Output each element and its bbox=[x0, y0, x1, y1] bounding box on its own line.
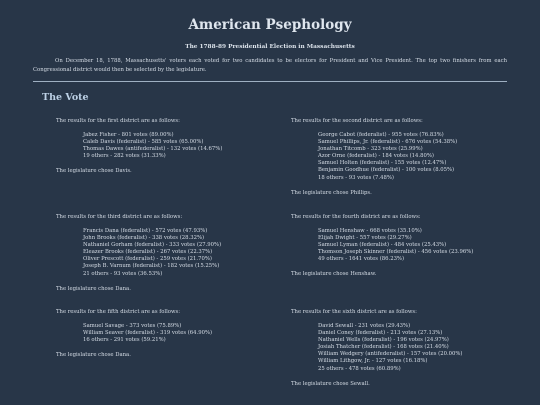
district-first bbox=[56, 118, 286, 175]
district-outcome: The legislature chose Phillips. bbox=[291, 189, 372, 196]
result-item: Jabez Fisher - 801 votes (89.00%) bbox=[83, 132, 174, 138]
result-item: Daniel Coney (federalist) - 213 votes (27.13%) bbox=[318, 330, 443, 337]
result-item: 18 others - 93 votes (7.48%) bbox=[318, 174, 394, 181]
result-item: Caleb Davis (federalist) - 585 votes (65.00%) bbox=[83, 139, 204, 146]
results-list bbox=[291, 323, 521, 373]
result-item: William Wedgery (antifederalist) - 157 votes (20.00%) bbox=[318, 351, 463, 358]
district-intro: The results for the second district are as follows: bbox=[291, 118, 423, 124]
result-item: Samuel Henshaw - 668 votes (35.10%) bbox=[318, 228, 422, 234]
intro-paragraph: On December 18, 1788, Massachusetts' voters each voted for two candidates to be electors for President and Vice President. The top two finishers from each Congressional district would then be selected by the legislature. bbox=[33, 58, 507, 73]
page-subtitle: The 1788-89 Presidential Election in Massachusetts bbox=[185, 44, 355, 50]
results-list bbox=[56, 323, 286, 344]
result-item: Joseph B. Varnum (federalist) - 182 votes (15.25%) bbox=[83, 263, 220, 270]
district-outcome: The legislature chose Dana. bbox=[56, 352, 131, 359]
result-item: Oliver Prescott (federalist) - 259 votes (21.70%) bbox=[83, 256, 212, 263]
result-item: Samuel Phillips, Jr. (federalist) - 676 votes (54.38%) bbox=[318, 139, 458, 146]
result-item: Eleazer Brooks (federalist) - 267 votes (22.37%) bbox=[83, 249, 213, 256]
district-intro: The results for the sixth district are as follows: bbox=[291, 309, 417, 315]
district-intro: The results for the third district are as follows: bbox=[56, 214, 183, 220]
district-sixth bbox=[291, 309, 521, 388]
result-item: 49 others - 1641 votes (86.23%) bbox=[318, 256, 405, 263]
results-list bbox=[291, 132, 521, 182]
result-item: Samuel Lyman (federalist) - 484 votes (25.43%) bbox=[318, 242, 447, 249]
section-heading: The Vote bbox=[42, 92, 89, 103]
result-item: 19 others - 282 votes (31.33%) bbox=[83, 153, 166, 160]
results-list bbox=[56, 228, 286, 278]
district-intro: The results for the first district are as follows: bbox=[56, 118, 180, 124]
result-item: William Seaver (federalist) - 319 votes (64.90%) bbox=[83, 330, 213, 337]
result-item: Francis Dana (federalist) - 572 votes (47.93%) bbox=[83, 228, 208, 234]
district-fifth bbox=[56, 309, 286, 359]
result-item: Nathaniel Wells (federalist) - 196 votes (24.97%) bbox=[318, 337, 449, 344]
district-outcome: The legislature chose Davis. bbox=[56, 168, 132, 175]
result-item: David Sewall - 231 votes (29.43%) bbox=[318, 323, 411, 329]
result-item: Benjamin Goodhue (federalist) - 100 votes (8.05%) bbox=[318, 167, 455, 174]
district-outcome: The legislature chose Dana. bbox=[56, 285, 131, 292]
district-outcome: The legislature chose Sewall. bbox=[291, 380, 370, 387]
results-list bbox=[56, 132, 286, 160]
result-item: Samuel Holten (federalist) - 155 votes (12.47%) bbox=[318, 160, 447, 167]
site-title: American Psephology bbox=[188, 17, 352, 33]
district-third bbox=[56, 214, 286, 293]
district-intro: The results for the fourth district are as follows: bbox=[291, 214, 421, 220]
result-item: Samuel Savage - 373 votes (75.89%) bbox=[83, 323, 182, 329]
result-item: Thomas Dawes (antifederalist) - 132 votes (14.67%) bbox=[83, 146, 223, 153]
district-intro: The results for the fifth district are as follows: bbox=[56, 309, 180, 315]
district-second bbox=[291, 118, 521, 197]
result-item: William Lithgow, Jr. - 127 votes (16.18%) bbox=[318, 358, 428, 365]
results-list bbox=[291, 228, 521, 263]
result-item: 21 others - 93 votes (36.53%) bbox=[83, 270, 163, 277]
result-item: Jonathan Titcomb - 323 votes (25.99%) bbox=[318, 146, 423, 153]
district-fourth bbox=[291, 214, 521, 278]
result-item: Thomson Joseph Skinner (federalist) - 456 votes (23.96%) bbox=[318, 249, 474, 256]
result-item: 16 others - 291 votes (59.21%) bbox=[83, 337, 166, 344]
result-item: 25 others - 478 votes (60.89%) bbox=[318, 365, 401, 372]
header-divider bbox=[33, 81, 507, 82]
result-item: John Brooks (federalist) - 338 votes (28.32%) bbox=[83, 235, 205, 242]
result-item: Elijah Dwight - 557 votes (29.27%) bbox=[318, 235, 412, 242]
result-item: Nathaniel Gorham (federalist) - 333 votes (27.90%) bbox=[83, 242, 222, 249]
result-item: Azor Orne (federalist) - 184 votes (14.80%) bbox=[318, 153, 434, 160]
result-item: Josiah Thatcher (federalist) - 168 votes (21.40%) bbox=[318, 344, 449, 351]
district-outcome: The legislature chose Henshaw. bbox=[291, 271, 377, 278]
result-item: George Cabot (federalist) - 955 votes (76.83%) bbox=[318, 132, 444, 138]
